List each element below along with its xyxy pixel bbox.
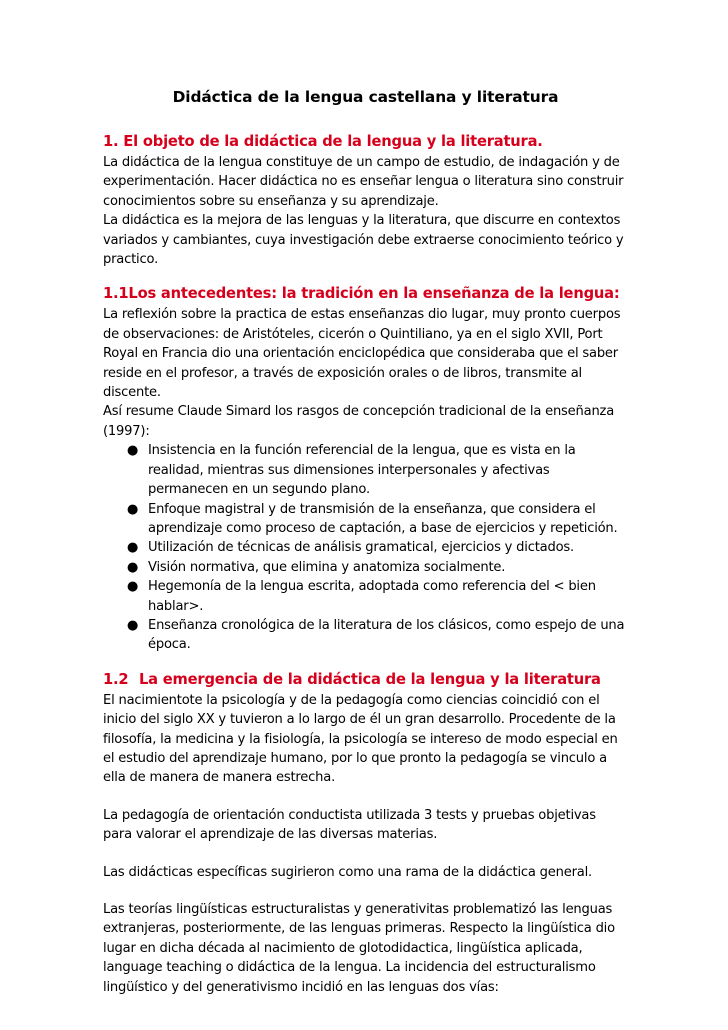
section-1-2-heading: 1.2 La emergencia de la didáctica de la lengua y la literatura [103,670,601,688]
list-item: ● Visión normativa, que elimina y anatomiza socialmente. [148,558,628,577]
bullet-icon: ● [127,501,139,517]
paragraph: La pedagogía de orientación conductista utilizada 3 tests y pruebas objetivas para valorar el aprendizaje de las diversas materias. [103,807,596,843]
paragraph: Las teorías lingüísticas estructuralistas y generativitas problematizó las lenguas extranjeras, posteriormente, de las lenguas primeras. Respecto la lingüística dio lugar en dicha década al nacimiento de glotodidactica, lingüística aplicada, language teaching o didáctica de la lengua. La incidencia del estructuralismo lingüístico y del generativismo incidió en las lenguas dos vías: [103,902,615,995]
section-1-heading: 1. El objeto de la didáctica de la lengua y la literatura. [103,133,543,150]
paragraph: Las didácticas específicas sugirieron como una rama de la didáctica general. [103,864,593,880]
document-title: Didáctica de la lengua castellana y literatura [172,88,559,106]
paragraph: Así resume Claude Simard los rasgos de concepción tradicional de la enseñanza (1997): [103,404,615,439]
bullet-icon: ● [127,540,139,556]
bullet-icon: ● [127,559,139,575]
list-item: ● Insistencia en la función referencial de la lengua, que es vista en la realidad, mientras sus dimensiones interpersonales y afectivas permanecen en un segundo plano. [127,443,576,498]
bullet-icon: ● [127,579,139,595]
bullet-list [103,441,628,654]
paragraph: La reflexión sobre la practica de estas enseñanzas dio lugar, muy pronto cuerpos de observaciones: de Aristóteles, cicerón o Quintiliano, ya en el siglo XVII, Port Royal en Francia dio una orientación enciclopédica que consideraba que el saber reside en el profesor, a través de exposición orales o de libros, transmite al discente. [103,307,621,401]
paragraph: La didáctica de la lengua constituye de un campo de estudio, de indagación y de experimentación. Hacer didáctica no es enseñar lengua o literatura sino construir conocimientos sobre su enseñanza y su aprendizaje. [103,155,624,209]
list-item: ● Enseñanza cronológica de la literatura de los clásicos, como espejo de una época. [127,617,625,653]
list-item: ● Hegemonía de la lengua escrita, adoptada como referencia del < bien hablar>. [127,579,596,614]
list-item: ● Enfoque magistral y de transmisión de la enseñanza, que considera el aprendizaje como proceso de captación, a base de ejercicios y repetición. [127,501,618,536]
list-item: ● Utilización de técnicas de análisis gramatical, ejercicios y dictados. [148,538,628,557]
paragraph: La didáctica es la mejora de las lenguas y la literatura, que discurre en contextos variados y cambiantes, cuya investigación debe extraerse conocimiento teórico y practico. [103,213,624,268]
bullet-icon: ● [127,617,139,633]
bullet-icon: ● [127,443,139,459]
paragraph: El nacimientote la psicología y de la pedagogía como ciencias coincidió con el inicio del siglo XX y tuvieron a lo largo de él un gran desarrollo. Procedente de la filosofía, la medicina y la fisiología, la psicología se intereso de modo especial en el estudio del aprendizaje humano, por lo que pronto la pedagogía se vinculo a ella de manera de manera estrecha. [103,692,618,786]
section-1-1-heading: 1.1Los antecedentes: la tradición en la enseñanza de la lengua: [103,285,620,303]
